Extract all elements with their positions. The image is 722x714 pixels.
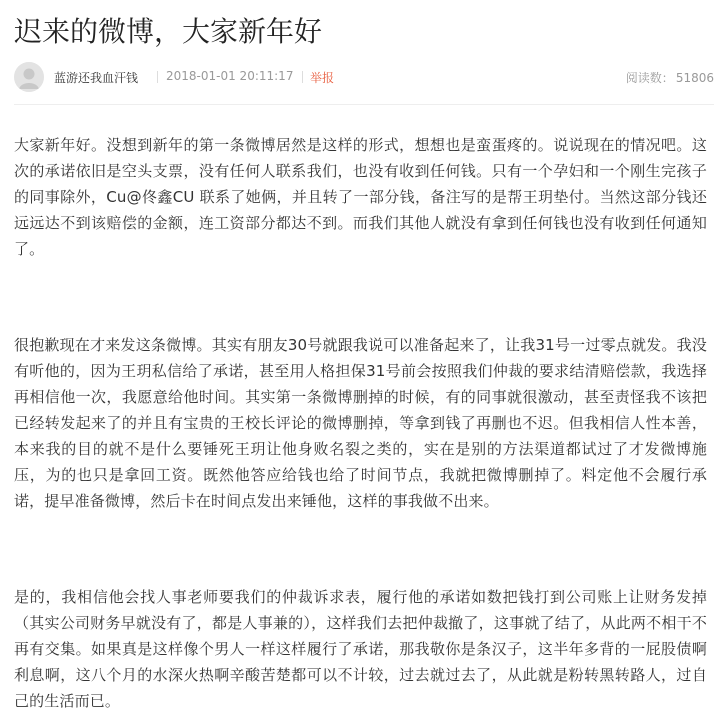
paragraph: 很抱歉现在才来发这条微博。其实有朋友30号就跟我说可以准备起来了，让我31号一过零点就发。我没有听他的，因为王玥私信给了承诺，甚至用人格担保31号前会按照我们仲裁的要求结清赔偿款，我选择再相信他一次，我愿意给他时间。其实第一条微博删掉的时候，有的同事就很激动，甚至责怪我不该把已经转发起来了的并且有宝贵的王校长评论的微博删掉，等拿到钱了再删也不迟。但我相信人性本善，本来我的目的就不是什么要锤死王玥让他身败名裂之类的，实在是别的方法渠道都试过了才发微博施压，为的也只是拿回工资。既然他答应给钱也给了时间节点，我就把微博删掉了。料定他不会履行承诺，提早准备微博，然后卡在时间点发出来锤他，这样的事我做不出来。 xyxy=(14,336,707,510)
avatar[interactable] xyxy=(14,62,44,92)
read-count-label: 阅读数： xyxy=(625,71,674,85)
read-count xyxy=(626,69,714,86)
user-avatar-icon xyxy=(14,62,44,92)
report-link[interactable]: 举报 xyxy=(310,71,335,85)
header-divider xyxy=(14,104,714,105)
read-count-value: 51806 xyxy=(675,71,714,85)
article-meta xyxy=(14,62,714,94)
meta-divider xyxy=(157,71,158,83)
paragraph: 大家新年好。没想到新年的第一条微博居然是这样的形式，想想也是蛮蛋疼的。说说现在的情况吧。这次的承诺依旧是空头支票，没有任何人联系我们，也没有收到任何钱。只有一个孕妇和一个刚生完孩子的同事除外，Cu@佟鑫CU 联系了她俩，并且转了一部分钱，备注写的是帮王玥垫付。当然这部分钱还远远达不到该赔偿的金额，连工资部分都达不到。而我们其他人就没有拿到任何钱也没有收到任何通知了。 xyxy=(14,136,707,258)
article-title: 迟来的微博，大家新年好 xyxy=(14,15,323,48)
article-body xyxy=(14,132,707,714)
meta-divider xyxy=(302,71,303,83)
paragraph: 是的，我相信他会找人事老师要我们的仲裁诉求表，履行他的承诺如数把钱打到公司账上让财务发掉（其实公司财务早就没有了，都是人事兼的），这样我们去把仲裁撤了，这事就了结了，从此两不相干不再有交集。如果真是这样像个男人一样这样履行了承诺，那我敬你是条汉子，这半年多背的一屁股债啊利息啊，这八个月的水深火热啊辛酸苦楚都可以不计较，过去就过去了，从此就是粉转黑转路人，过自己的生活而已。 xyxy=(14,588,707,710)
author-link[interactable]: 蓝游还我血汗钱 xyxy=(54,71,139,85)
publish-date: 2018-01-01 20:11:17 xyxy=(166,69,294,83)
